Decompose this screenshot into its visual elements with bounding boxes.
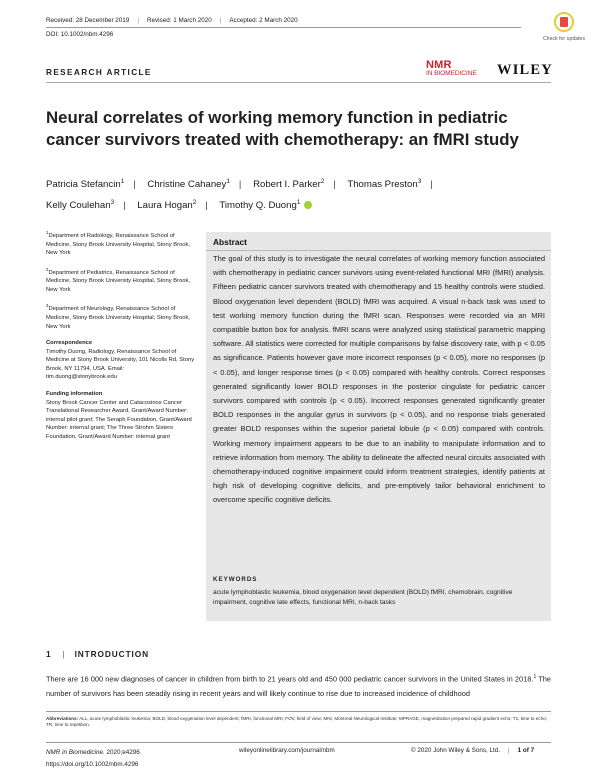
author-list: Patricia Stefancin$^1$ | Christine Cahaney$^1$ | Robert I. Parker$^2$ | Thomas Preston$^3$ | Kelly Coulehan$^3$ | Laura Hogan$^2$ | Timothy Q. Duong$^1$: [46, 177, 433, 211]
orcid-icon[interactable]: [304, 201, 312, 209]
keywords-heading: KEYWORDS: [213, 576, 258, 583]
header-rule: [46, 82, 551, 83]
abstract-heading: Abstract: [213, 237, 247, 247]
author[interactable]: Patricia Stefancin$^1$: [46, 177, 125, 190]
copyright: © 2020 John Wiley & Sons, Ltd. | 1 of 7: [411, 747, 535, 754]
keywords-text: acute lymphoblastic leukemia, blood oxygenation level dependent (BOLD) fMRI, chemobrain, cognitive impairment, cognitive late effects, functional MRI, n-back tasks: [213, 589, 513, 607]
affiliation: $^1$Department of Radiology, Renaissance School of Medicine, Stony Brook University Hospital, Stony Brook, New York: [46, 230, 191, 257]
footer-rule: [46, 742, 551, 743]
footnote-rule: [46, 711, 551, 712]
check-for-updates-label: Check for updates: [542, 36, 586, 42]
author[interactable]: Laura Hogan$^2$: [137, 198, 197, 211]
affiliation: $^3$Department of Neurology, Renaissance School of Medicine, Stony Brook University Hospital, Stony Brook, New York: [46, 303, 191, 330]
check-for-updates-badge[interactable]: [541, 10, 587, 52]
publisher-logo: WILEY: [497, 62, 553, 78]
abbreviations-footnote: Abbreviations: ALL, acute lymphoblastic leukemia; BOLD, blood oxygenation level dependent; fMRI, functional MRI; FOV, field of view; MNI, Montreal Neurological Institute; MPRAGE, magnetization prepared rapid gradient echo; T1, time to echo; TR, time to repetition.: [46, 716, 547, 727]
journal-name: NMR in Biomedicine.: [46, 749, 105, 756]
separator: |: [137, 17, 139, 24]
correspondence-label: Correspondence: [46, 340, 93, 347]
author[interactable]: Kelly Coulehan$^3$: [46, 198, 115, 211]
author-info-column: [46, 229, 196, 450]
correspondence: [46, 339, 196, 382]
page-number: 1 of 7: [517, 747, 535, 754]
article-title: Neural correlates of working memory function in pediatric cancer survivors treated with chemotherapy: an fMRI study: [46, 108, 519, 149]
article-type: RESEARCH ARTICLE: [46, 68, 152, 77]
history-dates: [46, 17, 298, 24]
separator: |: [219, 17, 222, 24]
section-heading: 1 | INTRODUCTION: [46, 649, 149, 659]
author[interactable]: Robert I. Parker$^2$: [253, 177, 325, 190]
doi[interactable]: DOI: 10.1002/nbm.4296: [46, 31, 114, 38]
intro-paragraph: There are 16 000 new diagnoses of cancer in children from birth to 21 years old and 450 000 pediatric cancer survivors in the United States in 2018.$^1$ The number of survivors has been steadily rising in recent years and will likely continue to rise due to increased incidence of childhood: [46, 674, 552, 699]
section-title: INTRODUCTION: [74, 649, 149, 659]
received-date: Received: 28 December 2019: [46, 17, 130, 24]
author[interactable]: Timothy Q. Duong$^1$: [219, 200, 312, 211]
funding: [46, 390, 196, 442]
doi-link[interactable]: https://doi.org/10.1002/nbm.4296: [46, 761, 139, 768]
journal-logo: [426, 60, 490, 78]
affiliation: $^2$Department of Pediatrics, Renaissance School of Medicine, Stony Brook University Hospital, Stony Brook, New York: [46, 266, 191, 293]
accepted-date: Accepted: 2 March 2020: [229, 17, 298, 24]
reference[interactable]: 1: [533, 674, 537, 680]
correspondence-text: Timothy Duong, Radiology, Renaissance School of Medicine at Stony Brook University, 101 Nicolls Rd, Stony Brook, NY 11794, USA. Email: tim.duong@stonybrook.edu: [46, 348, 195, 381]
abstract-rule: [206, 250, 551, 251]
funding-label: Funding information: [46, 391, 103, 398]
journal-citation: NMR in Biomedicine. 2020;e4296. https://doi.org/10.1002/nbm.4296: [46, 747, 142, 771]
header-divider: [46, 27, 521, 28]
abstract-text: The goal of this study is to investigate the neural correlates of working memory function associated with chemotherapy in pediatric cancer survivors using event-related functional MRI (fMRI) analysis. Fifteen pediatric cancer survivors treated with chemotherapy and 15 healthy controls were studied. Blood oxygenation level dependent (BOLD) fMRI was acquired. A visual n-back task was used to test working memory function during the fMRI scan. Responses were recorded via an MRI compatible button box for analysis. fMRI scans were analyzed using statistical parametric mapping software. All statistics were corrected for multiple comparisons by false discovery rate, with p < 0.05 as significance. Patients however gave more incorrect responses (p < 0.05), more no responses (p < 0.05), and longer response times (p < 0.05) compared with healthy controls. Correct responses generated significantly lower BOLD responses in the posterior cingulate for pediatric cancer survivors compared with controls (p < 0.05). Incorrect responses generated significantly greater BOLD responses in the angular gyrus in survivors (p < 0.05), and no response trials generated greater BOLD responses within the superior parietal lobule (p < 0.05) compared with controls. Working memory impairment appears to be due to an inability to manipulate information and to retrieve information from memory. The ability to delineate the affected neural circuits associated with chemotherapy-induced cognitive impairment could inform treatment strategies, identify patients at high risk of developing cognitive deficits, and pre-emptively tailor behavioral enrichment to overcome specific cognitive deficits.: [213, 254, 545, 505]
author[interactable]: Christine Cahaney$^1$: [147, 177, 230, 190]
author[interactable]: Thomas Preston$^3$: [347, 177, 422, 190]
journal-logo-sub: IN BIOMEDICINE: [426, 70, 477, 77]
section-number: 1: [46, 649, 52, 659]
crossmark-icon: [554, 12, 574, 32]
journal-site-link[interactable]: wileyonlinelibrary.com/journal/nbm: [239, 747, 335, 754]
revised-date: Revised: 1 March 2020: [146, 17, 212, 24]
journal-logo-nmr: NMR: [426, 59, 452, 71]
funding-text: Stony Brook Cancer Center and Catacosinos Cancer Translational Researcher Award, Grant/Award Number: internal pilot grant; The Seraph Foundation, Grant/Award Number: internal grant; The Three Strohm Sisters Foundation, Grant/Award Number: internal grant: [46, 399, 192, 441]
abstract-box: [206, 232, 551, 621]
